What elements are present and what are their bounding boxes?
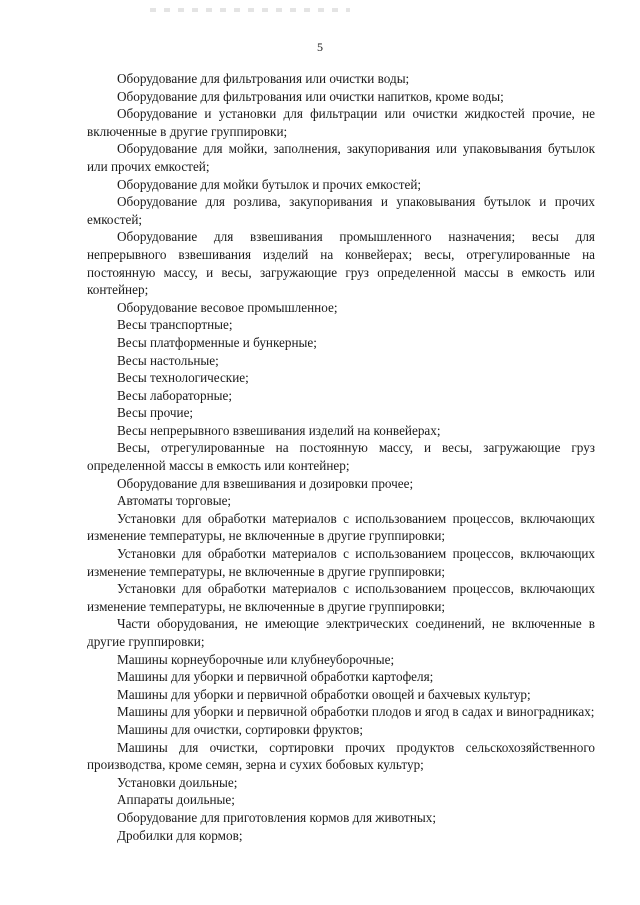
paragraph: Установки доильные; <box>117 774 238 790</box>
paragraph: Весы лабораторные; <box>117 387 233 403</box>
document-body <box>87 70 595 844</box>
paragraph: Машины для уборки и первичной обработки картофеля; <box>117 669 434 685</box>
scan-artifact <box>150 8 350 12</box>
paragraph: Весы транспортные; <box>117 317 233 333</box>
paragraph: Установки для обработки материалов с использованием процессов, включающих изменение температуры, не включенные в другие группировки; <box>87 581 595 614</box>
paragraph: Машины корнеуборочные или клубнеуборочные; <box>117 651 395 667</box>
paragraph: Оборудование для мойки бутылок и прочих емкостей; <box>117 176 422 192</box>
paragraph: Установки для обработки материалов с использованием процессов, включающих изменение температуры, не включенные в другие группировки; <box>87 510 595 544</box>
paragraph: Дробилки для кормов; <box>117 827 243 843</box>
page-number: 5 <box>317 40 323 54</box>
paragraph: Оборудование для взвешивания и дозировки прочее; <box>117 475 414 491</box>
paragraph: Машины для очистки, сортировки прочих продуктов сельскохозяйственного производства, кроме семян, зерна и сухих бобовых культур; <box>87 739 595 773</box>
paragraph: Машины для уборки и первичной обработки овощей и бахчевых культур; <box>117 686 531 702</box>
paragraph: Оборудование для розлива, закупоривания и упаковывания бутылок и прочих емкостей; <box>87 194 595 227</box>
paragraph: Машины для очистки, сортировки фруктов; <box>117 721 364 737</box>
paragraph: Весы технологические; <box>117 370 249 386</box>
paragraph: Весы, отрегулированные на постоянную массу, и весы, загружающие груз определенной массы в емкость или контейнер; <box>87 440 595 474</box>
paragraph: Оборудование для фильтрования или очистки воды; <box>117 71 410 86</box>
paragraph: Весы платформенные и бункерные; <box>117 334 317 350</box>
paragraph: Оборудование для приготовления кормов для животных; <box>117 809 436 825</box>
paragraph: Оборудование и установки для фильтрации или очистки жидкостей прочие, не включенные в другие группировки; <box>87 106 595 139</box>
paragraph: Оборудование весовое промышленное; <box>117 299 338 315</box>
paragraph: Части оборудования, не имеющие электрических соединений, не включенные в другие группировки; <box>87 616 595 649</box>
paragraph: Установки для обработки материалов с использованием процессов, включающих изменение температуры, не включенные в другие группировки; <box>87 546 595 579</box>
paragraph: Машины для уборки и первичной обработки плодов и ягод в садах и виноградниках; <box>117 704 595 720</box>
paragraph: Весы настольные; <box>117 352 219 368</box>
paragraph: Автоматы торговые; <box>117 493 232 509</box>
paragraph: Оборудование для мойки, заполнения, закупоривания или упаковывания бутылок или прочих емкостей; <box>87 141 595 174</box>
paragraph: Весы непрерывного взвешивания изделий на конвейерах; <box>117 422 441 438</box>
paragraph: Весы прочие; <box>117 405 194 421</box>
paragraph: Оборудование для взвешивания промышленного назначения; весы для непрерывного взвешивания изделий на конвейерах; весы, отрегулированные на постоянную массу, и весы, загружающие груз определенной массы в емкость или контейнер; <box>87 229 595 298</box>
paragraph: Аппараты доильные; <box>117 792 235 808</box>
paragraph: Оборудование для фильтрования или очистки напитков, кроме воды; <box>117 88 504 104</box>
